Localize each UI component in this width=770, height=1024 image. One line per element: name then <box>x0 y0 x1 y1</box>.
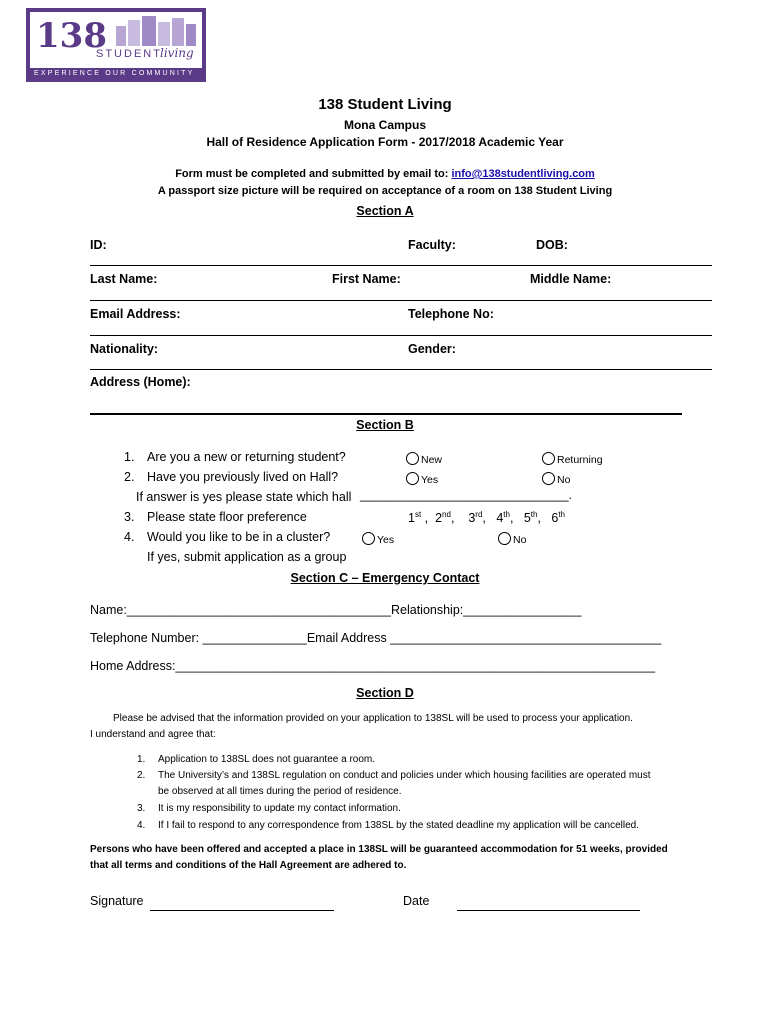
q1-number: 1. <box>124 450 135 464</box>
section-d-intro: Please be advised that the information provided on your application to 138SL will be used to process your application. <box>113 713 633 724</box>
q3-text: Please state floor preference <box>147 510 307 524</box>
q1-text: Are you a new or returning student? <box>147 450 346 464</box>
last-name-label: Last Name: <box>90 272 158 286</box>
email-instruction-text: Form must be completed and submitted by email to: <box>175 168 452 180</box>
floor-5[interactable]: 5th <box>523 510 538 526</box>
q2-no-label: No <box>557 474 571 486</box>
address-label: Address (Home): <box>90 375 191 389</box>
section-b-heading: Section B <box>356 418 414 432</box>
logo-word: STUDENT <box>96 48 162 60</box>
floor-1[interactable]: 1st <box>408 510 422 526</box>
term-text: If I fail to respond to any correspondence from 138SL by the stated deadline my application will be cancelled. <box>158 820 640 831</box>
section-d-heading: Section D <box>356 686 414 700</box>
radio-cluster-no[interactable] <box>498 532 511 545</box>
signature-line[interactable] <box>150 910 334 911</box>
term-text: be observed at all times during the period of residence. <box>158 786 402 797</box>
page-title: 138 Student Living <box>318 96 452 113</box>
floor-4[interactable]: 4th <box>496 510 510 526</box>
row-divider <box>90 369 712 370</box>
q4-yes-option[interactable] <box>362 532 394 546</box>
emergency-name-line[interactable]: Name:______________________________________Relationship:_________________ <box>90 603 582 617</box>
floor-options[interactable]: 1st , 2nd, 3rd, 4th, 5th, 6th <box>408 510 565 526</box>
q2-text: Have you previously lived on Hall? <box>147 470 339 484</box>
q3-number: 3. <box>124 510 135 524</box>
q4-follow-text: If yes, submit application as a group <box>147 550 347 564</box>
q4-yes-label: Yes <box>377 534 395 546</box>
floor-3[interactable]: 3rd <box>468 510 483 526</box>
term-number: 4. <box>137 820 146 831</box>
signature-label: Signature <box>90 894 144 908</box>
section-d-agree: I understand and agree that: <box>90 729 216 740</box>
term-number: 3. <box>137 803 146 814</box>
email-link[interactable]: info@138studentliving.com <box>451 168 595 180</box>
date-line[interactable] <box>457 910 640 911</box>
radio-hall-yes[interactable] <box>406 472 419 485</box>
q1-new-option[interactable] <box>406 452 442 466</box>
logo-script: living <box>160 46 194 60</box>
emergency-home-address-line[interactable]: Home Address:_____________________________________________________________________ <box>90 659 656 673</box>
radio-cluster-yes[interactable] <box>362 532 375 545</box>
section-a-heading: Section A <box>356 204 414 218</box>
section-c-heading: Section C – Emergency Contact <box>290 571 480 585</box>
q2-yes-label: Yes <box>421 474 439 486</box>
q1-new-label: New <box>421 454 443 466</box>
q1-returning-option[interactable] <box>542 452 603 466</box>
email-instruction <box>0 168 770 180</box>
which-hall-blank[interactable]: ______________________________. <box>360 488 573 502</box>
q4-number: 4. <box>124 530 135 544</box>
form-title: Hall of Residence Application Form - 2017/2018 Academic Year <box>206 135 564 149</box>
guarantee-note: Persons who have been offered and accepted a place in 138SL will be guaranteed accommodation for 51 weeks, provided <box>90 844 668 855</box>
email-label: Email Address: <box>90 307 181 321</box>
logo-tagline: EXPERIENCE OUR COMMUNITY <box>34 70 195 77</box>
term-text: Application to 138SL does not guarantee a room. <box>158 754 376 765</box>
nationality-label: Nationality: <box>90 342 159 356</box>
radio-returning[interactable] <box>542 452 555 465</box>
logo-number: 138 <box>36 16 107 56</box>
logo <box>26 8 206 82</box>
campus-name: Mona Campus <box>343 118 426 132</box>
term-text: The University’s and 138SL regulation on conduct and policies under which housing facilities are operated must <box>158 770 651 781</box>
floor-6[interactable]: 6th <box>551 510 565 526</box>
term-number: 1. <box>137 754 146 765</box>
q4-no-label: No <box>513 534 527 546</box>
radio-new[interactable] <box>406 452 419 465</box>
emergency-phone-line[interactable]: Telephone Number: _______________Email Address _______________________________________ <box>90 631 662 645</box>
faculty-label: Faculty: <box>408 238 456 252</box>
term-number: 2. <box>137 770 146 781</box>
radio-hall-no[interactable] <box>542 472 555 485</box>
q4-no-option[interactable] <box>498 532 526 546</box>
first-name-label: First Name: <box>332 272 401 286</box>
date-label: Date <box>403 894 430 908</box>
address-divider <box>90 413 682 415</box>
q2-yes-option[interactable] <box>406 472 438 486</box>
passport-note: A passport size picture will be required on acceptance of a room on 138 Student Living <box>157 185 613 197</box>
id-label: ID: <box>90 238 107 252</box>
term-text: It is my responsibility to update my contact information. <box>158 803 401 814</box>
q1-returning-label: Returning <box>557 454 603 466</box>
dob-label: DOB: <box>536 238 568 252</box>
row-divider <box>90 265 712 266</box>
q2-no-option[interactable] <box>542 472 570 486</box>
gender-label: Gender: <box>408 342 456 356</box>
row-divider <box>90 300 712 301</box>
q4-text: Would you like to be in a cluster? <box>147 530 331 544</box>
telephone-label: Telephone No: <box>408 307 494 321</box>
guarantee-note-2: that all terms and conditions of the Hall Agreement are adhered to. <box>90 860 407 871</box>
building-skyline-icon <box>116 16 198 46</box>
floor-2[interactable]: 2nd <box>435 510 451 526</box>
middle-name-label: Middle Name: <box>530 272 612 286</box>
q2-number: 2. <box>124 470 135 484</box>
q2-follow-text: If answer is yes please state which hall <box>136 490 352 504</box>
row-divider <box>90 335 712 336</box>
